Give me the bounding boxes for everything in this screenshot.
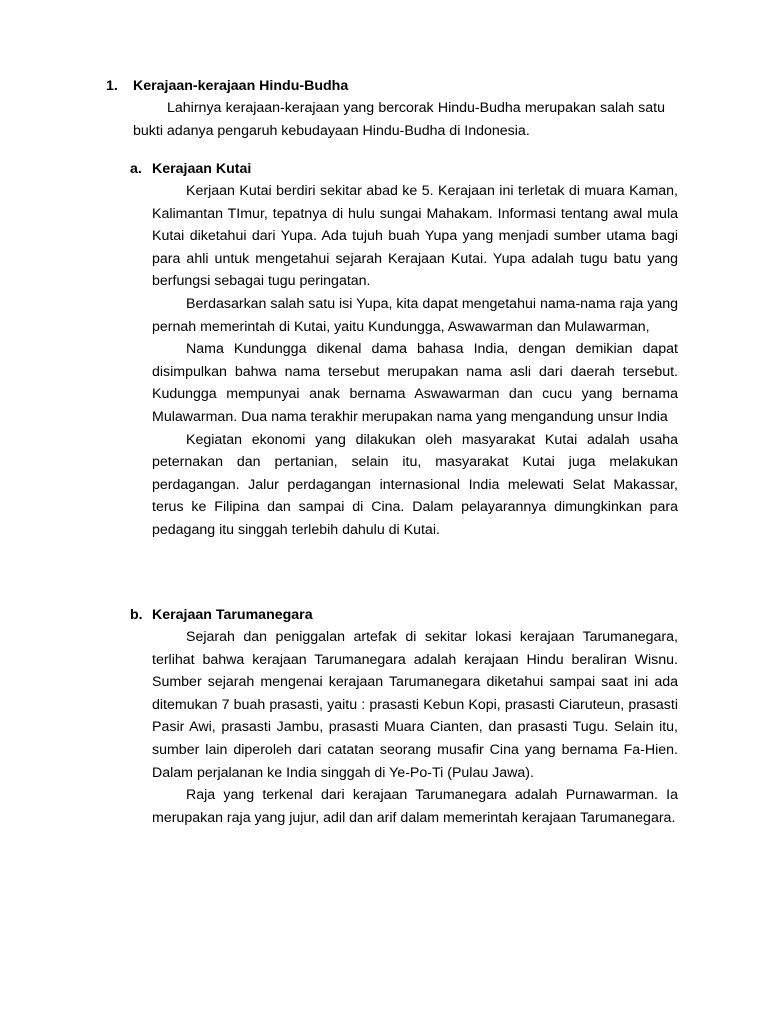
kutai-paragraph: Kerjaan Kutai berdiri sekitar abad ke 5. Kerajaan ini terletak di muara Kaman, Kalimantan TImur, tepatnya di hulu sungai Mahakam. Informasi tentang awal mula Kutai diketahui dari Yupa. Ada tujuh buah Yupa yang menjadi sumber utama bagi para ahli untuk mengetahui sejarah Kerajaan Kutai. Yupa adalah tugu batu yang berfungsi sebagai tugu peringatan. [152,183,678,290]
tarumanegara-title: Kerajaan Tarumanegara [152,607,313,623]
tarumanegara-heading [130,604,313,627]
kutai-heading [130,158,251,181]
section-1-heading [106,75,348,98]
kutai-paragraph: Kegiatan ekonomi yang dilakukan oleh masyarakat Kutai adalah usaha peternakan dan pertanian, selain itu, masyarakat Kutai juga melakukan perdagangan. Jalur perdagangan internasional India melewati Selat Makassar, terus ke Filipina dan sampai di Cina. Dalam pelayarannya dimungkinkan para pedagang itu singgah terlebih dahulu di Kutai. [152,431,678,538]
kutai-paragraph: Nama Kundungga dikenal dama bahasa India, dengan demikian dapat disimpulkan bahwa nama tersebut merupakan nama asli dari daerah tersebut. Kudungga mempunyai anak bernama Aswawarman dan cucu yang bernama Mulawarman. Dua nama terakhir merupakan nama yang mengandung unsur India [152,341,678,425]
tarumanegara-paragraph: Raja yang terkenal dari kerajaan Tarumanegara adalah Purnawarman. Ia merupakan raja yang jujur, adil dan arif dalam memerintah kerajaan Tarumanegara. [152,787,678,826]
tarumanegara-body [152,626,678,829]
section-1-intro: Lahirnya kerajaan-kerajaan yang bercorak Hindu-Budha merupakan salah satu bukti adanya pengaruh kebudayaan Hindu-Budha di Indonesia. [133,100,665,139]
kutai-paragraph: Berdasarkan salah satu isi Yupa, kita dapat mengetahui nama-nama raja yang pernah memerintah di Kutai, yaitu Kundungga, Aswawarman dan Mulawarman, [152,295,678,335]
section-1-title: Kerajaan-kerajaan Hindu-Budha [133,78,349,94]
section-1-intro-block [133,97,665,142]
tarumanegara-letter: b. [130,607,143,623]
section-1-number: 1. [106,78,118,94]
kutai-letter: a. [130,161,142,177]
kutai-body [152,180,678,542]
kutai-title: Kerajaan Kutai [152,161,252,177]
tarumanegara-paragraph: Sejarah dan peniggalan artefak di sekitar lokasi kerajaan Tarumanegara, terlihat bahwa kerajaan Tarumanegara adalah kerajaan Hindu beraliran Wisnu. Sumber sejarah mengenai kerajaan Tarumanegara diketahui sampai saat ini ada ditemukan 7 buah prasasti, yaitu : prasasti Kebun Kopi, prasasti Ciaruteun, prasasti Pasir Awi, prasasti Jambu, prasasti Muara Cianten, dan prasasti Tugu. Selain itu, sumber lain diperoleh dari catatan seorang musafir Cina yang bernama Fa-Hien. Dalam perjalanan ke India singgah di Ye-Po-Ti (Pulau Jawa). [152,629,678,781]
